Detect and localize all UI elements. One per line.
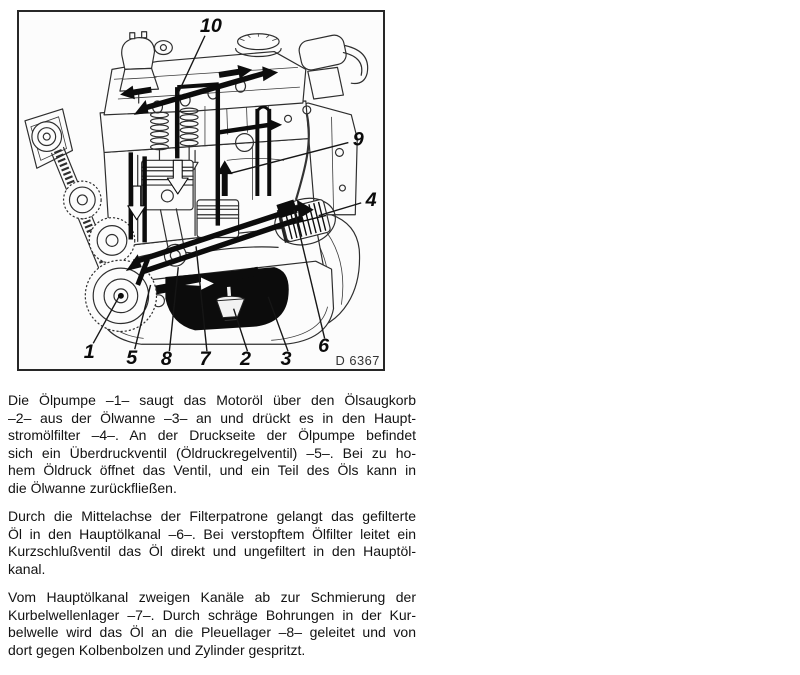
text-line: Kurbelwellenlager –7–. Durch schräge Bohrungen in der Kur-	[8, 606, 416, 623]
text-line: hem Öldruck öffnet das Ventil, und ein Teil des Öls kann in	[8, 462, 416, 478]
description-text	[8, 392, 416, 670]
paragraph-oil-filter	[8, 508, 416, 578]
callout-5: 5	[126, 347, 138, 369]
idler-pulley	[64, 181, 102, 219]
callout-3: 3	[280, 348, 292, 369]
callout-8: 8	[160, 348, 172, 369]
callout-7: 7	[199, 348, 211, 369]
figure-code: D 6367	[335, 353, 380, 369]
engine-cutaway-drawing	[19, 12, 383, 369]
callout-4: 4	[365, 188, 377, 211]
text-line: dort gegen Kolbenbolzen und Zylinder gespritzt.	[8, 641, 306, 658]
engine-lubrication-figure	[17, 10, 385, 371]
paragraph-main-gallery	[8, 589, 416, 659]
text-line: Öl in den Hauptölkanal –6–. Bei verstopftem Ölfilter leitet ein	[8, 525, 416, 542]
thermostat-housing	[297, 33, 367, 99]
text-line: belwelle wird das Öl an die Pleuellager –8– geleitet und von	[8, 624, 416, 640]
text-line: die Ölwanne zurückfließen.	[8, 479, 177, 496]
intermediate-sprocket	[89, 218, 134, 263]
text-line: stromölfilter –4–. An der Druckseite der Ölpumpe befindet	[8, 427, 416, 443]
text-line: –2– aus der Ölwanne –3– an und drückt es in den Haupt-	[8, 409, 416, 426]
callout-9: 9	[352, 128, 364, 151]
callout-1: 1	[83, 341, 95, 364]
text-line: Kurzschlußventil das Öl direkt und ungefiltert in den Hauptöl-	[8, 543, 416, 559]
text-line: kanal.	[8, 560, 46, 577]
paragraph-oil-pump	[8, 392, 416, 497]
text-line: Vom Hauptölkanal zweigen Kanäle ab zur Schmierung der	[8, 589, 416, 605]
callout-6: 6	[318, 335, 330, 358]
text-line: sich ein Überdruckventil (Öldruckregelventil) –5–. Bei zu ho-	[8, 444, 416, 461]
water-pump-pulley	[32, 122, 62, 152]
text-line: Durch die Mittelachse der Filterpatrone gelangt das gefilterte	[8, 508, 416, 524]
callout-10: 10	[199, 14, 222, 37]
text-line: Die Ölpumpe –1– saugt das Motoröl über den Ölsaugkorb	[8, 392, 416, 408]
callout-2: 2	[240, 348, 252, 369]
